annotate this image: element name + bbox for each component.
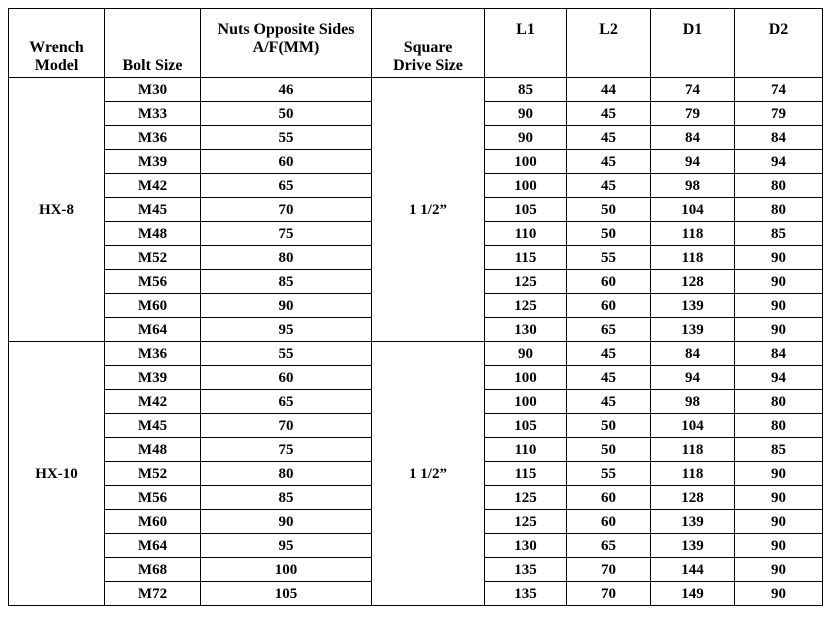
bolt-size-cell: M60: [105, 510, 201, 534]
header-bolt-size: Bolt Size: [105, 9, 201, 78]
d1-cell: 104: [651, 414, 735, 438]
d1-cell: 128: [651, 270, 735, 294]
l2-cell: 50: [567, 222, 651, 246]
bolt-size-cell: M56: [105, 270, 201, 294]
l2-cell: 45: [567, 366, 651, 390]
bolt-size-cell: M56: [105, 486, 201, 510]
l1-cell: 115: [485, 246, 567, 270]
d2-cell: 84: [735, 342, 823, 366]
d1-cell: 144: [651, 558, 735, 582]
d1-cell: 84: [651, 342, 735, 366]
l2-cell: 45: [567, 126, 651, 150]
d2-cell: 80: [735, 390, 823, 414]
l2-cell: 50: [567, 198, 651, 222]
l1-cell: 105: [485, 414, 567, 438]
header-nuts-opposite-line2: A/F(MM): [252, 39, 320, 56]
l2-cell: 45: [567, 102, 651, 126]
af-cell: 50: [201, 102, 372, 126]
d2-cell: 80: [735, 174, 823, 198]
af-cell: 100: [201, 558, 372, 582]
l2-cell: 70: [567, 558, 651, 582]
d1-cell: 104: [651, 198, 735, 222]
bolt-size-cell: M48: [105, 438, 201, 462]
af-cell: 85: [201, 270, 372, 294]
bolt-size-cell: M36: [105, 126, 201, 150]
d1-cell: 139: [651, 318, 735, 342]
l1-cell: 100: [485, 390, 567, 414]
l2-cell: 45: [567, 150, 651, 174]
af-cell: 55: [201, 342, 372, 366]
d2-cell: 80: [735, 198, 823, 222]
af-cell: 85: [201, 486, 372, 510]
l2-cell: 70: [567, 582, 651, 606]
d1-cell: 118: [651, 438, 735, 462]
d2-cell: 90: [735, 486, 823, 510]
af-cell: 80: [201, 462, 372, 486]
header-square-drive-line2: Drive Size: [393, 57, 463, 74]
d2-cell: 90: [735, 558, 823, 582]
af-cell: 90: [201, 510, 372, 534]
d2-cell: 90: [735, 270, 823, 294]
l1-cell: 100: [485, 366, 567, 390]
d1-cell: 94: [651, 366, 735, 390]
header-l2: L2: [567, 9, 651, 78]
bolt-size-cell: M68: [105, 558, 201, 582]
d1-cell: 84: [651, 126, 735, 150]
bolt-size-cell: M42: [105, 390, 201, 414]
d2-cell: 90: [735, 246, 823, 270]
l2-cell: 45: [567, 390, 651, 414]
l1-cell: 125: [485, 294, 567, 318]
l2-cell: 55: [567, 462, 651, 486]
l1-cell: 125: [485, 486, 567, 510]
bolt-size-cell: M52: [105, 246, 201, 270]
l2-cell: 55: [567, 246, 651, 270]
d1-cell: 118: [651, 246, 735, 270]
af-cell: 95: [201, 318, 372, 342]
d2-cell: 90: [735, 582, 823, 606]
af-cell: 80: [201, 246, 372, 270]
d2-cell: 90: [735, 294, 823, 318]
l1-cell: 100: [485, 150, 567, 174]
l1-cell: 115: [485, 462, 567, 486]
l2-cell: 44: [567, 78, 651, 102]
bolt-size-cell: M39: [105, 150, 201, 174]
d2-cell: 90: [735, 318, 823, 342]
wrench-model-cell: HX-8: [9, 78, 105, 342]
d2-cell: 94: [735, 366, 823, 390]
bolt-size-cell: M48: [105, 222, 201, 246]
d1-cell: 79: [651, 102, 735, 126]
l2-cell: 45: [567, 174, 651, 198]
header-l1: L1: [485, 9, 567, 78]
header-row: [9, 9, 823, 78]
header-wrench-model-line2: Model: [34, 57, 79, 74]
l2-cell: 60: [567, 294, 651, 318]
af-cell: 46: [201, 78, 372, 102]
l1-cell: 125: [485, 270, 567, 294]
l2-cell: 50: [567, 438, 651, 462]
af-cell: 95: [201, 534, 372, 558]
d2-cell: 90: [735, 462, 823, 486]
bolt-size-cell: M64: [105, 534, 201, 558]
l1-cell: 110: [485, 222, 567, 246]
l1-cell: 85: [485, 78, 567, 102]
l1-cell: 90: [485, 342, 567, 366]
bolt-size-cell: M42: [105, 174, 201, 198]
d2-cell: 79: [735, 102, 823, 126]
d2-cell: 90: [735, 534, 823, 558]
af-cell: 60: [201, 366, 372, 390]
d2-cell: 94: [735, 150, 823, 174]
header-d1: D1: [651, 9, 735, 78]
d2-cell: 84: [735, 126, 823, 150]
bolt-size-cell: M60: [105, 294, 201, 318]
square-drive-cell: 1 1/2”: [372, 342, 485, 606]
af-cell: 65: [201, 390, 372, 414]
bolt-size-cell: M45: [105, 414, 201, 438]
af-cell: 75: [201, 222, 372, 246]
l2-cell: 60: [567, 510, 651, 534]
header-nuts-opposite: [201, 9, 372, 78]
l1-cell: 135: [485, 582, 567, 606]
l2-cell: 65: [567, 534, 651, 558]
header-d2: D2: [735, 9, 823, 78]
d1-cell: 94: [651, 150, 735, 174]
bolt-size-cell: M33: [105, 102, 201, 126]
af-cell: 75: [201, 438, 372, 462]
d1-cell: 139: [651, 294, 735, 318]
bolt-size-cell: M52: [105, 462, 201, 486]
d1-cell: 139: [651, 510, 735, 534]
d2-cell: 80: [735, 414, 823, 438]
af-cell: 90: [201, 294, 372, 318]
bolt-size-cell: M64: [105, 318, 201, 342]
l1-cell: 130: [485, 318, 567, 342]
l2-cell: 65: [567, 318, 651, 342]
header-wrench-model: [9, 9, 105, 78]
d1-cell: 118: [651, 462, 735, 486]
l2-cell: 45: [567, 342, 651, 366]
l1-cell: 100: [485, 174, 567, 198]
l2-cell: 60: [567, 486, 651, 510]
bolt-size-cell: M72: [105, 582, 201, 606]
d1-cell: 139: [651, 534, 735, 558]
d1-cell: 118: [651, 222, 735, 246]
af-cell: 70: [201, 198, 372, 222]
bolt-size-cell: M39: [105, 366, 201, 390]
d2-cell: 85: [735, 438, 823, 462]
d1-cell: 98: [651, 390, 735, 414]
table-row: [9, 342, 823, 366]
d1-cell: 74: [651, 78, 735, 102]
header-nuts-opposite-line1: Nuts Opposite Sides: [217, 21, 355, 38]
d1-cell: 98: [651, 174, 735, 198]
af-cell: 55: [201, 126, 372, 150]
square-drive-cell: 1 1/2”: [372, 78, 485, 342]
af-cell: 60: [201, 150, 372, 174]
l1-cell: 105: [485, 198, 567, 222]
table-row: [9, 78, 823, 102]
header-square-drive: [372, 9, 485, 78]
l1-cell: 125: [485, 510, 567, 534]
l2-cell: 60: [567, 270, 651, 294]
bolt-size-cell: M30: [105, 78, 201, 102]
wrench-model-cell: HX-10: [9, 342, 105, 606]
d2-cell: 74: [735, 78, 823, 102]
d2-cell: 90: [735, 510, 823, 534]
d2-cell: 85: [735, 222, 823, 246]
l1-cell: 90: [485, 126, 567, 150]
header-wrench-model-line1: Wrench: [29, 39, 84, 56]
af-cell: 70: [201, 414, 372, 438]
wrench-spec-table: [8, 8, 823, 606]
bolt-size-cell: M45: [105, 198, 201, 222]
l1-cell: 130: [485, 534, 567, 558]
af-cell: 105: [201, 582, 372, 606]
d1-cell: 149: [651, 582, 735, 606]
table-body: [9, 78, 823, 606]
header-square-drive-line1: Square: [403, 39, 453, 56]
d1-cell: 128: [651, 486, 735, 510]
l1-cell: 90: [485, 102, 567, 126]
l1-cell: 110: [485, 438, 567, 462]
l2-cell: 50: [567, 414, 651, 438]
af-cell: 65: [201, 174, 372, 198]
bolt-size-cell: M36: [105, 342, 201, 366]
l1-cell: 135: [485, 558, 567, 582]
